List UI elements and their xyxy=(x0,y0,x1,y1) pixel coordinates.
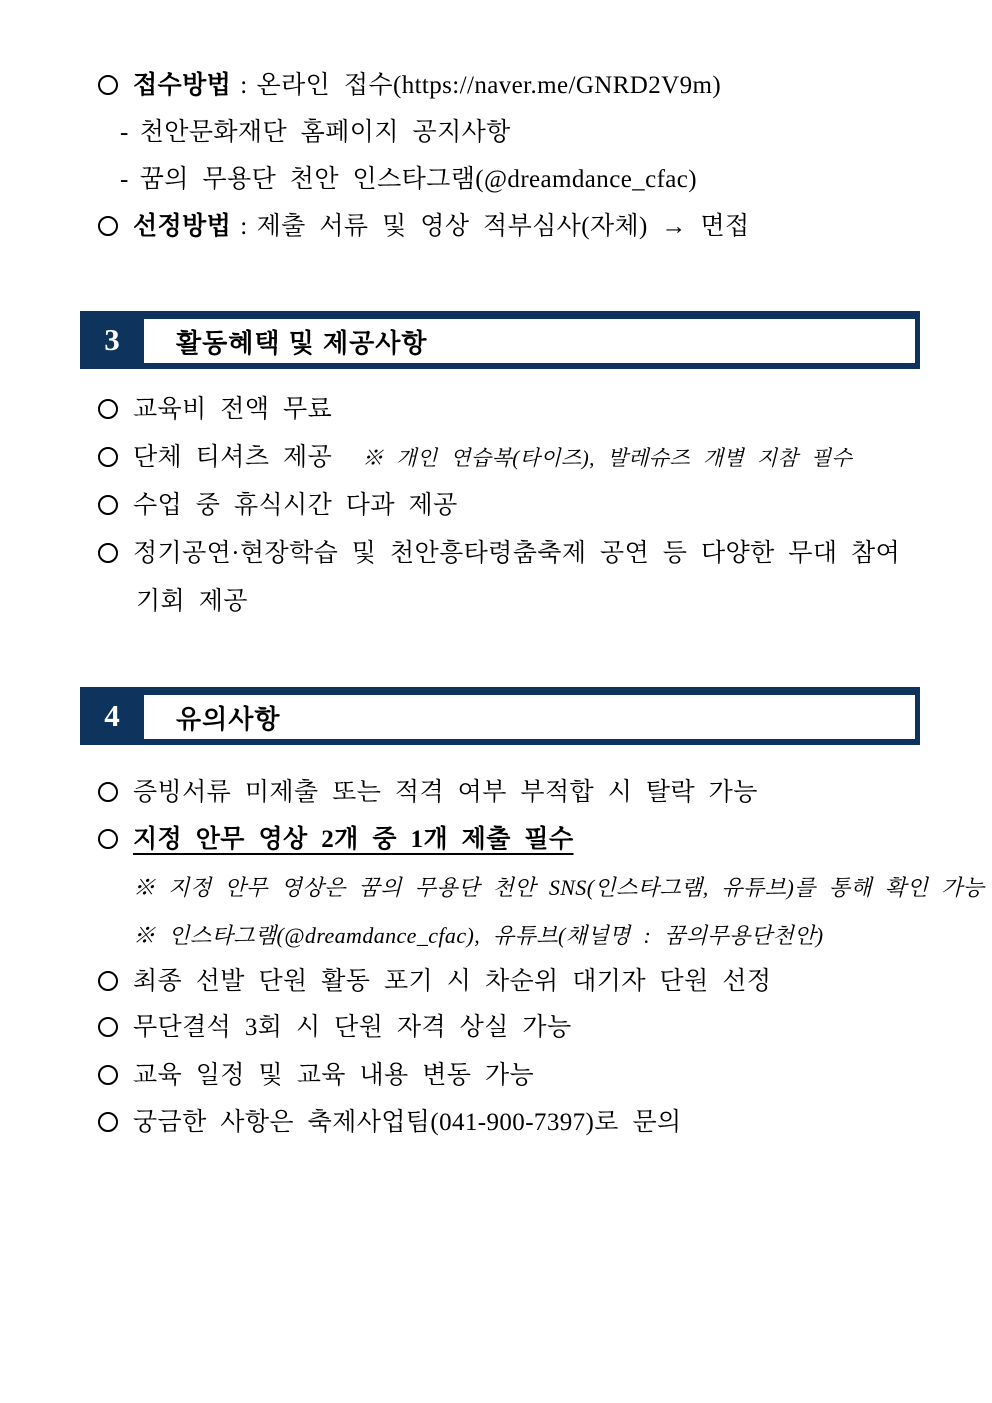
benefit-item-tshirt xyxy=(98,441,852,475)
note-text: ※ 인스타그램(@dreamdance_cfac), 유튜브(채널명 : 꿈의무용단천안) xyxy=(133,923,824,948)
dash-bullet: - xyxy=(120,119,129,146)
caution-item-contact xyxy=(98,1106,682,1140)
colon-separator: : xyxy=(240,213,248,240)
circle-bullet-icon xyxy=(98,75,118,95)
caution-item-waitlist xyxy=(98,965,771,999)
benefit-text: 정기공연·현장학습 및 천안흥타령춤축제 공연 등 다양한 무대 참여 xyxy=(133,540,901,567)
notice2-text: 꿈의 무용단 천안 인스타그램(@dreamdance_cfac) xyxy=(139,166,698,193)
caution-text: 무단결석 3회 시 단원 자격 상실 가능 xyxy=(133,1014,572,1041)
circle-bullet-icon xyxy=(98,399,118,419)
circle-bullet-icon xyxy=(98,782,118,802)
notice1-text: 천안문화재단 홈페이지 공지사항 xyxy=(139,119,511,146)
circle-bullet-icon xyxy=(98,543,118,563)
benefit-text: 수업 중 휴식시간 다과 제공 xyxy=(133,492,458,519)
selection-method-text: 제출 서류 및 영상 적부심사(자체) → 면접 xyxy=(256,213,750,240)
section3-title-box xyxy=(144,319,915,363)
caution-item-absence xyxy=(98,1011,572,1045)
colon-separator: : xyxy=(240,72,248,99)
intro-application-method-line xyxy=(98,69,721,103)
intro-notice1-line xyxy=(120,116,511,150)
dash-bullet: - xyxy=(120,166,129,193)
circle-bullet-icon xyxy=(98,216,118,236)
caution-note-channels xyxy=(133,919,823,953)
circle-bullet-icon xyxy=(98,829,118,849)
section4-header xyxy=(80,687,920,745)
intro-notice2-line xyxy=(120,163,697,197)
benefit-text: 교육비 전액 무료 xyxy=(133,396,333,423)
benefit-text: 단체 티셔츠 제공 xyxy=(133,444,333,471)
benefit-item-free-tuition xyxy=(98,393,332,427)
benefit-item-performances-continued xyxy=(136,585,248,619)
section3-header xyxy=(80,311,920,369)
circle-bullet-icon xyxy=(98,1065,118,1085)
circle-bullet-icon xyxy=(98,1017,118,1037)
circle-bullet-icon xyxy=(98,495,118,515)
section4-title-box xyxy=(144,695,915,739)
caution-text: 증빙서류 미제출 또는 적격 여부 부적합 시 탈락 가능 xyxy=(133,779,758,806)
section3-title: 활동혜택 및 제공사항 xyxy=(176,327,428,358)
benefit-item-performances xyxy=(98,537,900,571)
benefit-note: ※ 개인 연습복(타이즈), 발레슈즈 개별 지참 필수 xyxy=(362,446,853,470)
benefit-text: 기회 제공 xyxy=(136,588,248,615)
caution-item-disqualification xyxy=(98,776,758,810)
caution-text: 최종 선발 단원 활동 포기 시 차순위 대기자 단원 선정 xyxy=(133,968,772,995)
caution-note-sns xyxy=(133,871,984,905)
application-method-text: 온라인 접수(https://naver.me/GNRD2V9m) xyxy=(256,72,722,99)
section3-number: 3 xyxy=(104,322,120,357)
selection-method-label: 선정방법 xyxy=(133,213,232,240)
caution-item-schedule-change xyxy=(98,1059,534,1093)
section4-title: 유의사항 xyxy=(176,703,281,734)
circle-bullet-icon xyxy=(98,1112,118,1132)
caution-item-video-required xyxy=(98,823,574,857)
section4-number: 4 xyxy=(104,698,120,733)
note-text: ※ 지정 안무 영상은 꿈의 무용단 천안 SNS(인스타그램, 유튜브)를 통해 확인 가능 xyxy=(133,875,985,900)
intro-selection-method-line xyxy=(98,210,750,244)
circle-bullet-icon xyxy=(98,971,118,991)
caution-text: 교육 일정 및 교육 내용 변동 가능 xyxy=(133,1062,535,1089)
caution-text: 궁금한 사항은 축제사업팀(041-900-7397)로 문의 xyxy=(133,1109,682,1136)
application-method-label: 접수방법 xyxy=(133,72,232,99)
caution-text-emphasized: 지정 안무 영상 2개 중 1개 제출 필수 xyxy=(133,826,574,853)
benefit-item-refreshments xyxy=(98,489,458,523)
circle-bullet-icon xyxy=(98,447,118,467)
